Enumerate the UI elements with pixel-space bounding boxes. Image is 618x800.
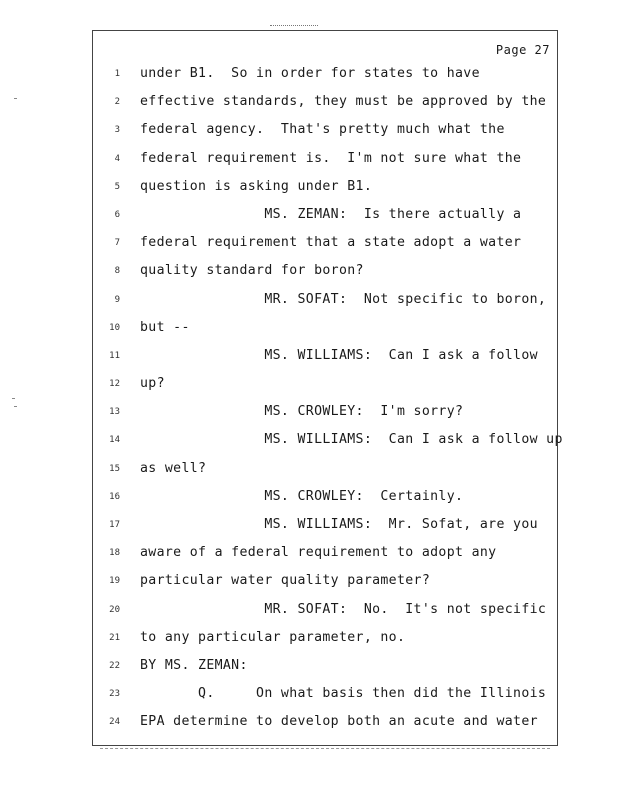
line-number: 10 xyxy=(109,322,120,333)
line-number: 8 xyxy=(114,266,120,277)
transcript-line xyxy=(92,483,558,511)
line-text: aware of a federal requirement to adopt any xyxy=(140,545,497,561)
line-number: 3 xyxy=(114,125,120,136)
line-text: MS. ZEMAN: Is there actually a xyxy=(140,206,522,222)
line-number: 19 xyxy=(109,576,120,587)
line-number: 7 xyxy=(114,238,120,249)
transcript-line xyxy=(92,60,558,88)
line-text: Q. On what basis then did the Illinois xyxy=(140,686,547,702)
page-number: Page 27 xyxy=(495,43,550,57)
line-number: 18 xyxy=(109,548,120,559)
line-text: BY MS. ZEMAN: xyxy=(140,657,248,673)
transcript-line xyxy=(92,145,558,173)
line-text: under B1. So in order for states to have xyxy=(140,66,480,81)
line-number: 16 xyxy=(109,491,120,502)
line-number: 5 xyxy=(114,181,120,192)
line-number: 14 xyxy=(109,435,120,446)
transcript-line xyxy=(92,398,558,426)
line-text: MS. CROWLEY: I'm sorry? xyxy=(140,404,464,420)
line-text: EPA determine to develop both an acute and water xyxy=(140,714,538,730)
line-number: 9 xyxy=(114,294,120,305)
transcript-line xyxy=(92,257,558,285)
line-number: 24 xyxy=(109,717,120,728)
line-text: up? xyxy=(140,376,165,392)
line-text: but -- xyxy=(140,319,190,335)
line-text: to any particular parameter, no. xyxy=(140,629,406,645)
line-number: 6 xyxy=(114,209,120,220)
transcript-line xyxy=(92,342,558,370)
line-text: effective standards, they must be approved by the xyxy=(140,94,547,110)
transcript-line xyxy=(92,511,558,539)
transcript-line xyxy=(92,286,558,314)
transcript-line xyxy=(92,680,558,708)
line-text: question is asking under B1. xyxy=(140,178,373,194)
transcript-line xyxy=(92,314,558,342)
transcript-line xyxy=(92,426,563,454)
transcript-line xyxy=(92,173,558,201)
transcript-line xyxy=(92,567,558,595)
scan-speck xyxy=(14,406,17,407)
line-number: 12 xyxy=(109,379,120,390)
transcript-line xyxy=(92,455,558,483)
line-number: 2 xyxy=(114,97,120,108)
line-number: 22 xyxy=(109,660,120,671)
scan-speck xyxy=(14,98,17,99)
line-text: MS. CROWLEY: Certainly. xyxy=(140,488,464,504)
transcript-line xyxy=(92,652,558,680)
line-text: MR. SOFAT: Not specific to boron, xyxy=(140,291,547,307)
line-text: federal requirement is. I'm not sure what the xyxy=(140,150,522,166)
line-text: MS. WILLIAMS: Can I ask a follow xyxy=(140,347,538,363)
transcript-line xyxy=(92,88,558,116)
line-number: 20 xyxy=(109,604,120,615)
top-scan-mark xyxy=(270,25,318,26)
line-number: 23 xyxy=(109,689,120,700)
line-text: as well? xyxy=(140,460,207,476)
line-text: quality standard for boron? xyxy=(140,263,364,279)
line-text: MS. WILLIAMS: Mr. Sofat, are you xyxy=(140,517,538,532)
line-text: MS. WILLIAMS: Can I ask a follow up xyxy=(140,432,563,448)
transcript-line xyxy=(92,596,558,624)
line-number: 11 xyxy=(109,350,120,361)
scan-speck xyxy=(12,398,15,399)
line-number: 21 xyxy=(109,632,120,643)
transcript-line xyxy=(92,539,558,567)
transcript-lines xyxy=(92,60,563,737)
line-number: 13 xyxy=(109,407,120,418)
transcript-line xyxy=(92,370,558,398)
line-text: particular water quality parameter? xyxy=(140,573,431,589)
transcript-line xyxy=(92,116,558,144)
transcript-line xyxy=(92,708,558,736)
line-text: federal requirement that a state adopt a water xyxy=(140,235,522,251)
bottom-scan-mark xyxy=(100,748,550,749)
line-number: 4 xyxy=(114,153,120,164)
line-text: MR. SOFAT: No. It's not specific xyxy=(140,601,547,617)
transcript-line xyxy=(92,229,558,257)
line-number: 1 xyxy=(114,69,120,79)
transcript-line xyxy=(92,624,558,652)
transcript-line xyxy=(92,201,558,229)
line-number: 15 xyxy=(109,463,120,474)
line-number: 17 xyxy=(109,520,120,530)
line-text: federal agency. That's pretty much what the xyxy=(140,122,505,138)
